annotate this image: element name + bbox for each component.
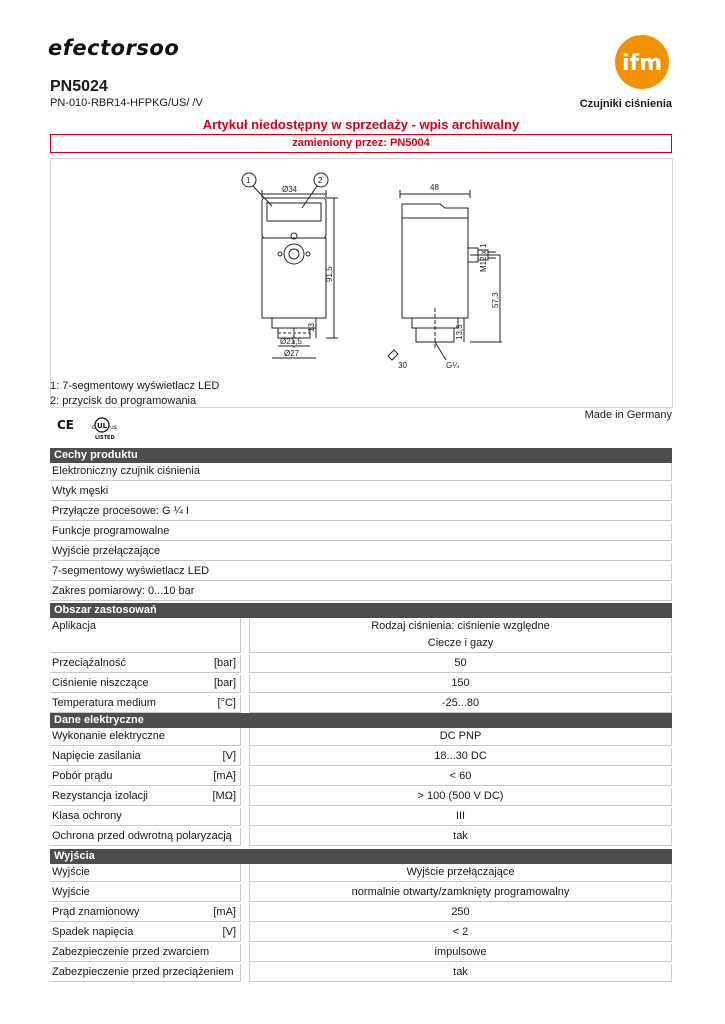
row-unit: [V] [222,926,236,938]
row-label: Pobór prądu [mA] [50,768,241,786]
row-value: impulsowe [249,944,672,962]
svg-text:LISTED: LISTED [95,435,115,441]
table-row [50,728,672,746]
brand-logo: efectorsoo [48,36,180,60]
features-header: Cechy produktu [50,448,672,463]
dim-diameter-34: Ø34 [282,185,298,194]
feature-row: Przyłącze procesowe: G ¼ I [50,503,672,521]
svg-text:us: us [110,424,117,431]
row-value: 18...30 DC [249,748,672,766]
callout-2-label: 2 [318,176,323,185]
table-row [50,924,672,942]
dim-48: 48 [430,183,439,192]
feature-row: 7-segmentowy wyświetlacz LED [50,563,672,581]
dim-13-5: 13,5 [455,324,464,340]
row-label: Spadek napięcia [V] [50,924,241,942]
table-row [50,655,672,673]
row-value: 250 [249,904,672,922]
table-row [50,788,672,806]
product-category: Czujniki ciśnienia [579,98,672,110]
technical-drawing [50,158,672,406]
row-label: Zabezpieczenie przed przeciążeniem [50,964,241,982]
row-label: Ochrona przed odwrotną polaryzacją [50,828,241,846]
row-label: Wyjście [50,864,241,882]
row-value: tak [249,828,672,846]
row-label: Ciśnienie niszczące [bar] [50,675,241,693]
row-unit: [MΩ] [212,790,236,802]
row-label: Prąd znamionowy [mA] [50,904,241,922]
table-row [50,904,672,922]
row-value: < 2 [249,924,672,942]
table-row [50,964,672,982]
row-label: Przeciążalność [bar] [50,655,241,673]
ce-mark-icon: CE [57,418,75,432]
svg-text:c: c [92,424,96,431]
certification-marks [55,415,125,445]
row-value: III [249,808,672,826]
row-unit: [°C] [217,697,236,709]
feature-row: Wyjście przełączające [50,543,672,561]
dim-13: 13 [307,323,316,332]
table-row [50,884,672,902]
table-row [50,828,672,846]
legend-item-1: 1: 7-segmentowy wyświetlacz LED [50,380,220,392]
application-header: Obszar zastosowań [50,603,672,618]
row-label: Aplikacja [50,618,241,653]
row-value: normalnie otwarty/zamknięty programowalny [249,884,672,902]
archive-notice: Artykuł niedostępny w sprzedaży - wpis archiwalny [202,117,520,132]
dim-thread-g14: G¼ [446,361,459,370]
dim-diameter-21-5: Ø21,5 [280,337,302,346]
feature-row: Funkcje programowalne [50,523,672,541]
row-label: Klasa ochrony [50,808,241,826]
dim-wrench-30: 30 [398,361,407,370]
dim-diameter-27: Ø27 [284,349,300,358]
row-value: DC PNP [249,728,672,746]
row-value: -25...80 [249,695,672,713]
features-section [50,446,672,603]
dim-57-3: 57,3 [491,292,500,308]
row-unit: [mA] [213,906,236,918]
table-row [50,864,672,882]
row-unit: [bar] [213,677,236,689]
row-value: > 100 (500 V DC) [249,788,672,806]
row-label: Rezystancja izolacji [MΩ] [50,788,241,806]
dim-m12: M12 x 1 [479,243,488,272]
row-label: Zabezpieczenie przed zwarciem [50,944,241,962]
row-label: Wykonanie elektryczne [50,728,241,746]
outputs-header: Wyjścia [50,849,672,864]
row-label: Temperatura medium [°C] [50,695,241,713]
product-subcode: PN-010-RBR14-HFPKG/US/ /V [50,97,203,109]
application-section [50,601,672,715]
svg-text:UL: UL [97,422,108,430]
table-row [50,675,672,693]
row-unit: [mA] [213,770,236,782]
row-value: 150 [249,675,672,693]
row-label: Napięcie zasilania [V] [50,748,241,766]
row-value: Wyjście przełączające [249,864,672,882]
replaced-by-box [50,134,672,153]
row-unit: [bar] [213,657,236,669]
row-value: tak [249,964,672,982]
table-row [50,808,672,826]
replaced-by-text: zamieniony przez: PN5004 [292,137,430,149]
row-unit: [V] [222,750,236,762]
feature-row: Elektroniczny czujnik ciśnienia [50,463,672,481]
feature-row: Zakres pomiarowy: 0...10 bar [50,583,672,601]
outputs-section [50,847,672,984]
table-row [50,748,672,766]
ifm-logo-text: ifm [621,51,663,76]
row-value: Rodzaj ciśnienia: ciśnienie względne Ciecze i gazy [249,618,672,653]
legend-item-2: 2: przycisk do programowania [50,395,197,407]
callout-1-label: 1 [246,176,251,185]
table-row [50,618,672,653]
made-in-label: Made in Germany [584,409,672,421]
row-label: Wyjście [50,884,241,902]
table-row [50,768,672,786]
electrical-header: Dane elektryczne [50,713,672,728]
table-row [50,944,672,962]
dim-height-91-5: 91,5 [325,266,334,282]
electrical-section [50,711,672,848]
feature-row: Wtyk męski [50,483,672,501]
row-value: < 60 [249,768,672,786]
row-value: 50 [249,655,672,673]
ifm-logo [614,34,670,90]
product-code: PN5024 [50,78,108,95]
